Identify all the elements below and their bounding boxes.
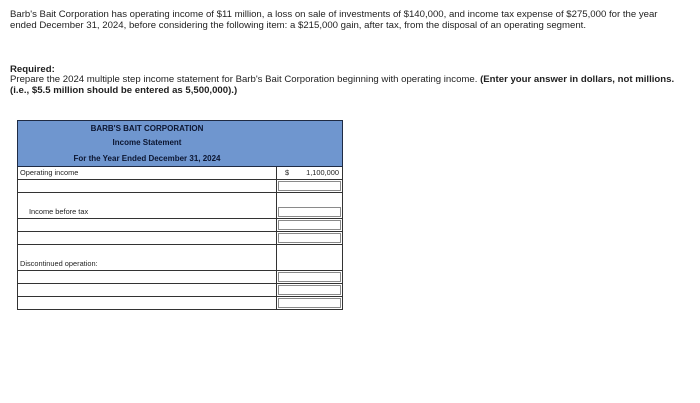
problem-text: Barb's Bait Corporation has operating income of $11 million, a loss on sale of investments of $140,000, and income tax expense of $275,000 for the year ended December 31, 2024, before considering the following item: a $215,000 gain, after tax, from the disposal of an operating segment.	[10, 9, 658, 31]
label-input[interactable]	[18, 180, 277, 192]
statement-period: For the Year Ended December 31, 2024	[73, 154, 221, 163]
income-before-tax-row	[17, 206, 343, 219]
discontinued-operation-row	[17, 258, 343, 271]
label-input[interactable]	[18, 297, 277, 309]
required-note: (Enter your answer in dollars, not millions. (i.e., $5.5 million should be entered as 5,500,000).)	[10, 74, 675, 96]
operating-income-label: Operating income	[18, 167, 277, 179]
statement-title: Income Statement	[112, 138, 182, 147]
statement-header	[17, 120, 343, 167]
amount-input[interactable]	[277, 206, 342, 218]
table-row	[17, 219, 343, 232]
table-row	[17, 297, 343, 310]
required-text	[10, 75, 680, 96]
operating-income-row	[17, 167, 343, 180]
income-before-tax-label: Income before tax	[18, 206, 277, 218]
required-instruction: Prepare the 2024 multiple step income statement for Barb's Bait Corporation beginning with operating income.	[10, 74, 478, 85]
table-row	[17, 271, 343, 284]
income-statement-table	[17, 120, 343, 310]
discontinued-operation-label: Discontinued operation:	[18, 258, 277, 270]
table-row	[17, 232, 343, 245]
amount-input[interactable]	[277, 284, 342, 296]
required-heading: Required:	[10, 64, 55, 75]
amount-input[interactable]	[277, 297, 342, 309]
table-row	[17, 284, 343, 297]
label-input[interactable]	[18, 232, 277, 244]
operating-income-amount	[277, 167, 342, 179]
amount-input[interactable]	[277, 271, 342, 283]
operating-income-value: 1,100,000	[306, 168, 339, 177]
label-input[interactable]	[18, 284, 277, 296]
spacer-row	[17, 245, 343, 258]
amount-input[interactable]	[277, 219, 342, 231]
table-row	[17, 180, 343, 193]
company-name: BARB'S BAIT CORPORATION	[90, 124, 204, 133]
currency-symbol: $	[285, 168, 290, 177]
label-input[interactable]	[18, 219, 277, 231]
amount-input[interactable]	[277, 180, 342, 192]
spacer-row	[17, 193, 343, 206]
amount-input[interactable]	[277, 232, 342, 244]
label-input[interactable]	[18, 271, 277, 283]
